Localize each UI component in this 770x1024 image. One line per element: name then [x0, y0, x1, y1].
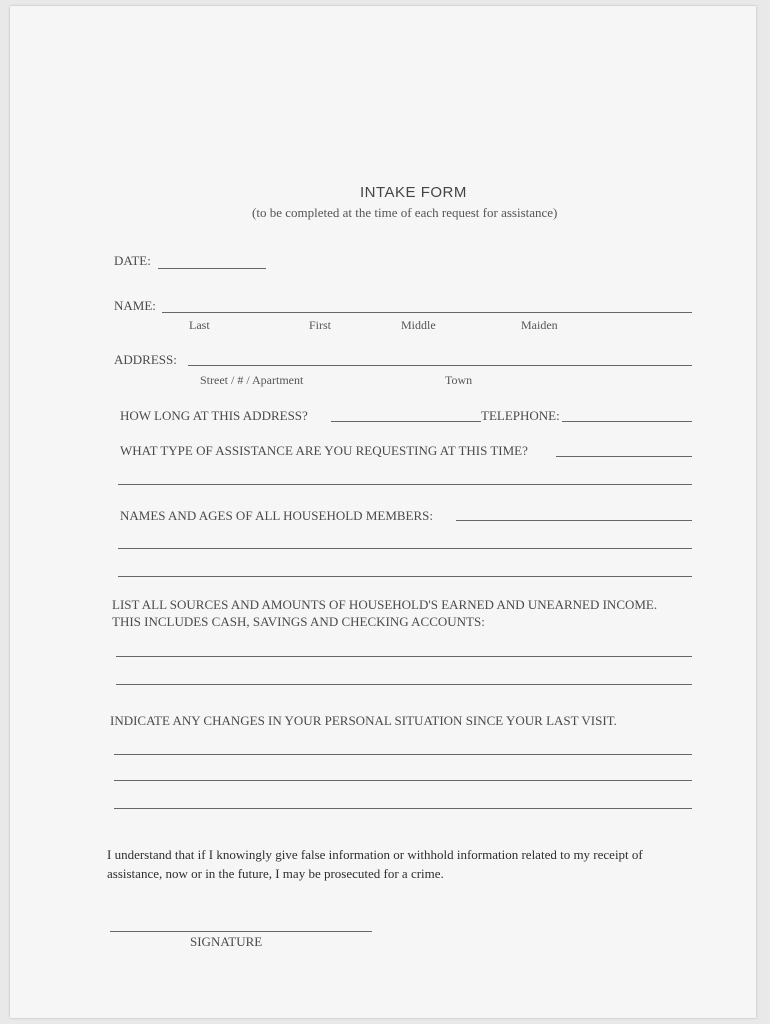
- signature-label: SIGNATURE: [190, 934, 263, 949]
- assistance-label: WHAT TYPE OF ASSISTANCE ARE YOU REQUESTING AT THIS TIME?: [120, 443, 528, 458]
- changes-field-line-3[interactable]: [114, 792, 692, 809]
- assistance-field-line-2[interactable]: [118, 468, 692, 485]
- form-subtitle: (to be completed at the time of each request for assistance): [252, 205, 558, 220]
- signature-field[interactable]: [110, 915, 372, 932]
- address-street-caption: Street / # / Apartment: [200, 373, 304, 387]
- name-middle-caption: Middle: [401, 318, 436, 332]
- certification-statement: I understand that if I knowingly give false information or withhold information related to my receipt of assistance, now or in the future, I may be prosecuted for a crime.: [107, 847, 643, 881]
- household-field-line-3[interactable]: [118, 560, 692, 577]
- how-long-label: HOW LONG AT THIS ADDRESS?: [120, 408, 308, 423]
- changes-field-line-1[interactable]: [114, 738, 692, 755]
- name-maiden-caption: Maiden: [521, 318, 558, 332]
- address-town-caption: Town: [445, 373, 473, 387]
- name-field[interactable]: [162, 296, 692, 313]
- income-label-line-2: THIS INCLUDES CASH, SAVINGS AND CHECKING ACCOUNTS:: [112, 614, 485, 629]
- date-label: DATE:: [114, 253, 151, 268]
- changes-field-line-2[interactable]: [114, 764, 692, 781]
- household-field[interactable]: [456, 504, 692, 521]
- household-field-line-2[interactable]: [118, 532, 692, 549]
- changes-label: INDICATE ANY CHANGES IN YOUR PERSONAL SITUATION SINCE YOUR LAST VISIT.: [110, 713, 617, 728]
- telephone-field[interactable]: [562, 405, 692, 422]
- name-last-caption: Last: [189, 318, 210, 332]
- household-label: NAMES AND AGES OF ALL HOUSEHOLD MEMBERS:: [120, 508, 433, 523]
- form-title: INTAKE FORM: [360, 184, 467, 201]
- date-field[interactable]: [158, 252, 266, 269]
- income-label-line-1: LIST ALL SOURCES AND AMOUNTS OF HOUSEHOLD'S EARNED AND UNEARNED INCOME.: [112, 597, 658, 612]
- address-field[interactable]: [188, 349, 692, 366]
- name-label: NAME:: [114, 298, 156, 313]
- name-first-caption: First: [309, 318, 332, 332]
- telephone-label: TELEPHONE:: [481, 408, 560, 423]
- address-label: ADDRESS:: [114, 352, 177, 367]
- how-long-field[interactable]: [331, 405, 481, 422]
- income-field-line-1[interactable]: [116, 640, 692, 657]
- assistance-field[interactable]: [556, 440, 692, 457]
- income-field-line-2[interactable]: [116, 668, 692, 685]
